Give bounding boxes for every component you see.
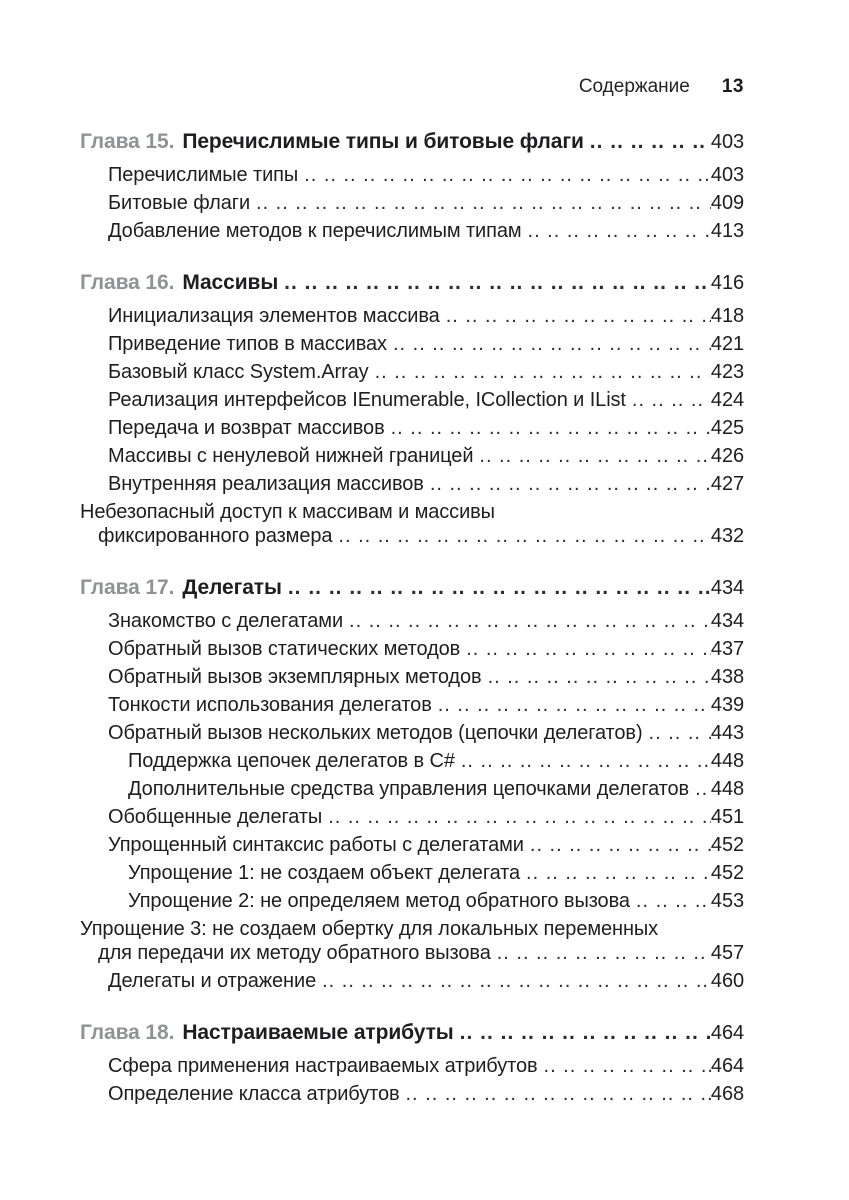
- toc-chapter-heading: [80, 267, 744, 299]
- toc-entry-text: Сфера применения настраиваемых атрибутов: [108, 1055, 538, 1077]
- toc-entry-page: 439: [710, 694, 744, 716]
- toc-entry-continuation: [80, 941, 744, 965]
- toc-entry-text-continued: фиксированного размера: [98, 525, 333, 547]
- dot-leader: [460, 1017, 711, 1049]
- dot-leader: [479, 442, 711, 470]
- dot-leader: [438, 691, 711, 719]
- toc-entry-page: 421: [710, 333, 744, 355]
- dot-leader: [430, 470, 711, 498]
- toc-entry: [80, 635, 744, 663]
- toc-entry-text: Внутренняя реализация массивов: [108, 473, 424, 495]
- dot-leader: [526, 859, 711, 887]
- dot-leader: [338, 524, 711, 548]
- toc-entry-page: 443: [710, 722, 744, 744]
- toc-entry-text: Упрощение 3: не создаем обертку для локальных переменных: [80, 918, 659, 940]
- toc-chapter-heading: [80, 126, 744, 158]
- running-header-title: Содержание: [578, 76, 690, 97]
- toc-entry-page: 413: [710, 220, 744, 242]
- toc-entry: [80, 330, 744, 358]
- toc-entry-text: Упрощение 1: не создаем объект делегата: [128, 862, 521, 884]
- toc-chapter-heading: [80, 572, 744, 604]
- toc-entry-page: 460: [710, 970, 744, 992]
- toc-entry-page: 434: [710, 610, 744, 632]
- dot-leader: [488, 663, 711, 691]
- toc-entry-text: Добавление методов к перечислимым типам: [108, 220, 522, 242]
- dot-leader: [322, 967, 711, 995]
- toc-entry: [80, 915, 744, 967]
- toc-list: [80, 126, 744, 1108]
- toc-entry-text: Упрощение 2: не определяем метод обратного вызова: [128, 890, 630, 912]
- toc-entry-text: Поддержка цепочек делегатов в C#: [128, 750, 455, 772]
- toc-entry: [80, 967, 744, 995]
- dot-leader: [349, 607, 711, 635]
- toc-entry: [80, 358, 744, 386]
- toc-entry: [80, 691, 744, 719]
- chapter-label: Глава 16.: [80, 271, 175, 294]
- dot-leader: [288, 572, 711, 604]
- dot-leader: [497, 941, 711, 965]
- toc-entry: [80, 498, 744, 550]
- dot-leader: [391, 414, 711, 442]
- toc-entry-page: 432: [710, 525, 744, 547]
- chapter-page-number: 416: [710, 272, 744, 294]
- toc-entry-text: Делегаты и отражение: [108, 970, 317, 992]
- toc-entry: [80, 719, 744, 747]
- toc-entry: [80, 189, 744, 217]
- toc-entry-text-continued: для передачи их методу обратного вызова: [98, 942, 491, 964]
- dot-leader: [530, 831, 711, 859]
- toc-entry-text: Упрощенный синтаксис работы с делегатами: [108, 834, 524, 856]
- toc-entry-text: Передача и возврат массивов: [108, 417, 385, 439]
- dot-leader: [304, 161, 711, 189]
- dot-leader: [466, 635, 711, 663]
- toc-entry: [80, 161, 744, 189]
- toc-entry-text: Небезопасный доступ к массивам и массивы: [80, 501, 495, 523]
- toc-entry-page: 426: [710, 445, 744, 467]
- toc-entry-page: 448: [710, 750, 744, 772]
- toc-entry: [80, 607, 744, 635]
- toc-entry-page: 453: [710, 890, 744, 912]
- toc-entry-page: 427: [710, 473, 744, 495]
- toc-entry-page: 409: [710, 192, 744, 214]
- toc-chapter: [80, 1017, 744, 1108]
- dot-leader: [636, 887, 711, 915]
- toc-entry-text: Обратный вызов экземплярных методов: [108, 666, 482, 688]
- dot-leader: [528, 217, 711, 245]
- toc-entry: [80, 414, 744, 442]
- toc-entry-page: 424: [710, 389, 744, 411]
- toc-entry-text: Знакомство с делегатами: [108, 610, 344, 632]
- dot-leader: [284, 267, 711, 299]
- chapter-page-number: 464: [710, 1022, 744, 1044]
- chapter-title: Делегаты: [182, 576, 282, 599]
- toc-entry: [80, 386, 744, 414]
- dot-leader: [375, 358, 711, 386]
- toc-entry-text: Определение класса атрибутов: [108, 1083, 400, 1105]
- dot-leader: [461, 747, 711, 775]
- toc-entry-text: Перечислимые типы: [108, 164, 299, 186]
- toc-chapter: [80, 267, 744, 550]
- dot-leader: [695, 775, 711, 803]
- toc-entry-page: 457: [710, 942, 744, 964]
- toc-entry: [80, 831, 744, 859]
- toc-entry-text: Тонкости использования делегатов: [108, 694, 432, 716]
- toc-chapter-heading: [80, 1017, 744, 1049]
- running-header-page-number: 13: [721, 76, 744, 97]
- toc-entry-page: 452: [710, 862, 744, 884]
- chapter-page-number: 434: [710, 577, 744, 599]
- toc-entry-text: Обобщенные делегаты: [108, 806, 323, 828]
- toc-entry-page: 452: [710, 834, 744, 856]
- toc-entry-page: 468: [710, 1083, 744, 1105]
- dot-leader: [590, 126, 711, 158]
- toc-entry: [80, 803, 744, 831]
- toc-entry-page: 451: [710, 806, 744, 828]
- toc-entry-page: 418: [710, 305, 744, 327]
- toc-entry-text: Обратный вызов статических методов: [108, 638, 461, 660]
- chapter-title: Перечислимые типы и битовые флаги: [182, 130, 584, 153]
- toc-entry: [80, 859, 744, 887]
- toc-entry-text: Реализация интерфейсов IEnumerable, ICollection и IList: [108, 389, 626, 411]
- dot-leader: [446, 302, 711, 330]
- chapter-label: Глава 15.: [80, 130, 175, 153]
- toc-entry: [80, 775, 744, 803]
- toc-entry-page: 437: [710, 638, 744, 660]
- toc-chapter: [80, 572, 744, 995]
- running-header: [80, 76, 744, 98]
- toc-entry-page: 448: [710, 778, 744, 800]
- chapter-title: Массивы: [182, 271, 279, 294]
- toc-entry-page: 423: [710, 361, 744, 383]
- toc-entry: [80, 1052, 744, 1080]
- toc-entry-continuation: [80, 524, 744, 548]
- dot-leader: [544, 1052, 711, 1080]
- toc-entry: [80, 442, 744, 470]
- toc-entry: [80, 470, 744, 498]
- toc-entry-text: Массивы с ненулевой нижней границей: [108, 445, 474, 467]
- chapter-title: Настраиваемые атрибуты: [182, 1021, 454, 1044]
- dot-leader: [649, 719, 711, 747]
- toc-entry-page: 464: [710, 1055, 744, 1077]
- toc-entry-text: Битовые флаги: [108, 192, 251, 214]
- toc-entry: [80, 663, 744, 691]
- toc-entry-text: Базовый класс System.Array: [108, 361, 369, 383]
- toc-entry-page: 438: [710, 666, 744, 688]
- toc-entry: [80, 1080, 744, 1108]
- toc-entry-page: 403: [710, 164, 744, 186]
- toc-chapter: [80, 126, 744, 245]
- chapter-page-number: 403: [710, 131, 744, 153]
- chapter-label: Глава 18.: [80, 1021, 175, 1044]
- dot-leader: [393, 330, 711, 358]
- toc-entry-text: Приведение типов в массивах: [108, 333, 387, 355]
- toc-entry-page: 425: [710, 417, 744, 439]
- chapter-label: Глава 17.: [80, 576, 175, 599]
- toc-entry-text: Дополнительные средства управления цепочками делегатов: [128, 778, 690, 800]
- dot-leader: [328, 803, 711, 831]
- dot-leader: [256, 189, 711, 217]
- dot-leader: [632, 386, 711, 414]
- toc-entry: [80, 887, 744, 915]
- toc-entry: [80, 217, 744, 245]
- toc-entry-text: Инициализация элементов массива: [108, 305, 440, 327]
- toc-entry: [80, 302, 744, 330]
- dot-leader: [406, 1080, 711, 1108]
- toc-entry: [80, 747, 744, 775]
- toc-entry-text: Обратный вызов нескольких методов (цепочки делегатов): [108, 722, 643, 744]
